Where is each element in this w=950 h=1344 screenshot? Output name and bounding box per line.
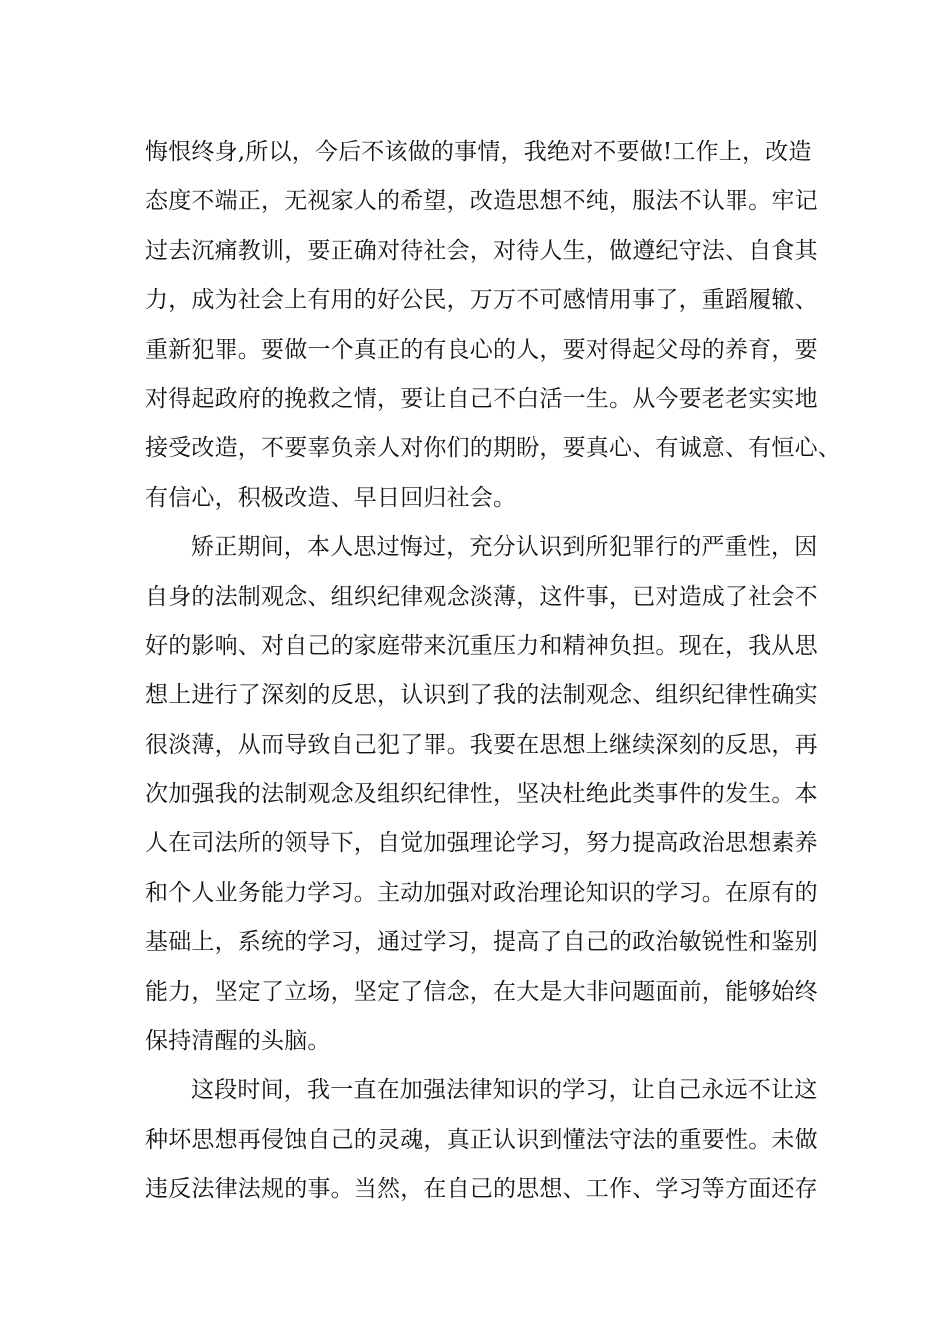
- text-line: 好的影响、对自己的家庭带来沉重压力和精神负担。现在，我从思: [145, 632, 818, 659]
- paragraph-1: [145, 128, 841, 523]
- text-line-first: 这段时间，我一直在加强法律知识的学习，让自己永远不让这: [191, 1077, 818, 1104]
- text-line: 和个人业务能力学习。主动加强对政治理论知识的学习。在原有的: [145, 879, 818, 906]
- text-line: 有信心，积极改造、早日回归社会。: [145, 484, 517, 511]
- paragraph-3: [145, 1066, 825, 1214]
- text-line: 自身的法制观念、组织纪律观念淡薄，这件事，已对造成了社会不: [145, 583, 818, 610]
- text-line: 力，成为社会上有用的好公民，万万不可感情用事了，重蹈履辙、: [145, 287, 818, 314]
- text-line: 过去沉痛教训，要正确对待社会，对待人生，做遵纪守法、自食其: [145, 237, 818, 264]
- text-line: 接受改造，不要辜负亲人对你们的期盼，要真心、有诚意、有恒心、: [145, 435, 841, 462]
- text-line: 悔恨终身,所以，今后不该做的事情，我绝对不要做!工作上，改造: [145, 139, 812, 165]
- text-line: 保持清醒的头脑。: [145, 1028, 331, 1055]
- text-line: 态度不端正，无视家人的希望，改造思想不纯，服法不认罪。牢记: [145, 188, 818, 215]
- text-line: 次加强我的法制观念及组织纪律性，坚决杜绝此类事件的发生。本: [145, 781, 818, 808]
- text-line: 违反法律法规的事。当然，在自己的思想、工作、学习等方面还存: [145, 1176, 818, 1203]
- text-line: 基础上，系统的学习，通过学习，提高了自己的政治敏锐性和鉴别: [145, 929, 818, 956]
- text-line: 很淡薄，从而导致自己犯了罪。我要在思想上继续深刻的反思，再: [145, 731, 818, 758]
- text-line: 想上进行了深刻的反思，认识到了我的法制观念、组织纪律性确实: [145, 682, 818, 709]
- paragraph-2: [145, 523, 825, 1066]
- text-line: 能力，坚定了立场，坚定了信念，在大是大非问题面前，能够始终: [145, 978, 818, 1005]
- text-line: 种坏思想再侵蚀自己的灵魂，真正认识到懂法守法的重要性。未做: [145, 1126, 818, 1153]
- text-line: 人在司法所的领导下，自觉加强理论学习，努力提高政治思想素养: [145, 830, 818, 857]
- text-line-first: 矫正期间，本人思过悔过，充分认识到所犯罪行的严重性，因: [191, 534, 818, 561]
- document-body: [145, 128, 841, 1215]
- text-line: 对得起政府的挽救之情，要让自己不白活一生。从今要老老实实地: [145, 385, 818, 412]
- text-line: 重新犯罪。要做一个真正的有良心的人，要对得起父母的养育，要: [145, 336, 818, 363]
